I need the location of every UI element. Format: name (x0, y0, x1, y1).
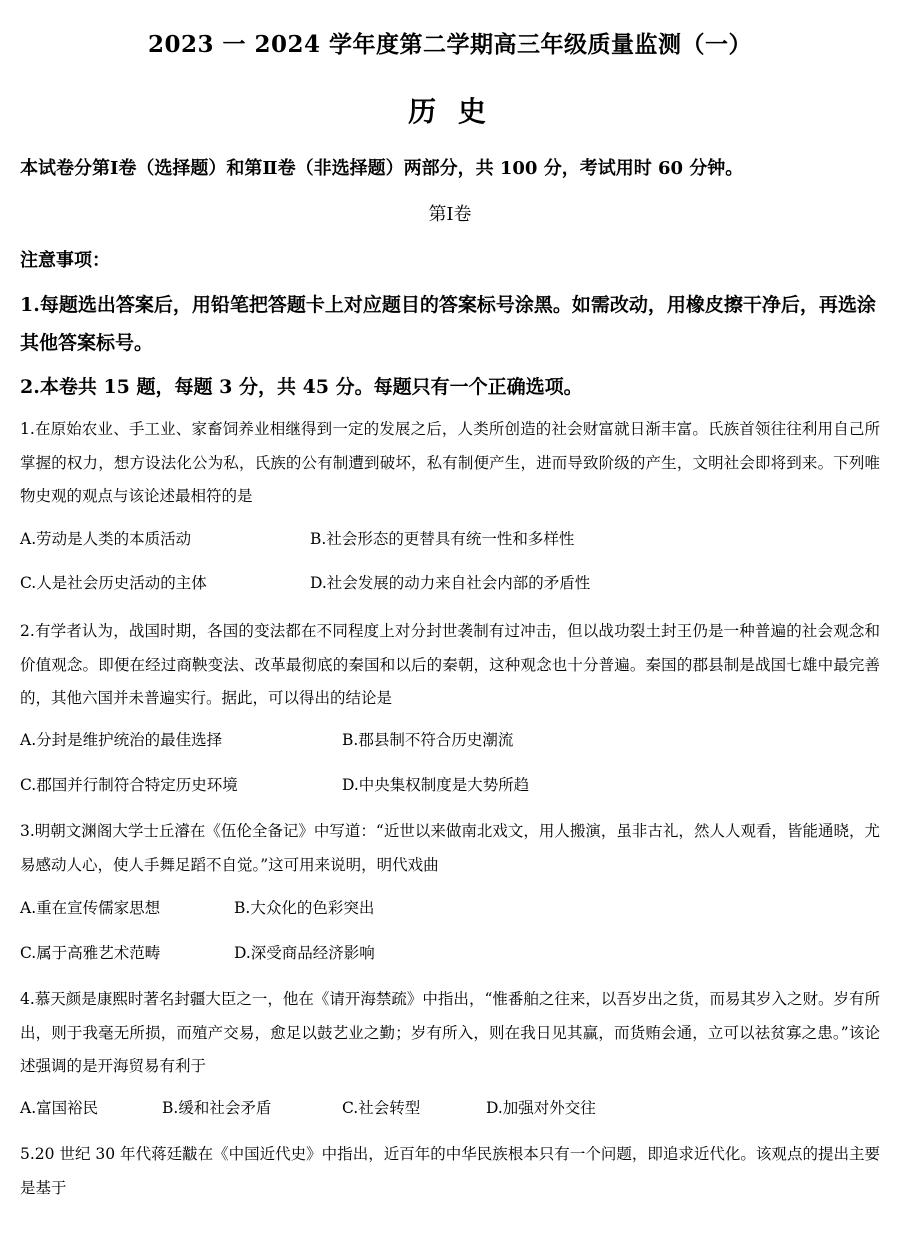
question-stem: 3.明朝文渊阁大学士丘濬在《伍伦全备记》中写道：“近世以来做南北戏文，用人搬演，虽非古礼，然人人观看，皆能通晓，尤易感动人心，使人手舞足蹈不自觉。”这可用来说明，明代戏曲 (20, 822, 880, 874)
exam-title: 2023 一 2024 学年度第二学期高三年级质量监测（一） (147, 31, 753, 58)
option-d: D.深受商品经济影响 (234, 944, 375, 962)
option-d: D.社会发展的动力来自社会内部的矛盾性 (310, 574, 591, 592)
option-b: B.郡县制不符合历史潮流 (342, 731, 514, 749)
exam-intro: 本试卷分第Ⅰ卷（选择题）和第Ⅱ卷（非选择题）两部分，共 100 分，考试用时 60 分钟。 (20, 158, 744, 179)
option-b: B.缓和社会矛盾 (162, 1099, 272, 1117)
notice-item: 2.本卷共 15 题，每题 3 分，共 45 分。每题只有一个正确选项。 (20, 376, 583, 398)
section-label: 第Ⅰ卷 (428, 204, 472, 225)
notice-item: 1.每题选出答案后，用铅笔把答题卡上对应题目的答案标号涂黑。如需改动，用橡皮擦干净后，再选涂其他答案标号。 (20, 294, 876, 354)
option-c: C.郡国并行制符合特定历史环境 (20, 776, 238, 794)
question-stem: 5.20 世纪 30 年代蒋廷黻在《中国近代史》中指出，近百年的中华民族根本只有一个问题，即追求近代化。该观点的提出主要是基于 (20, 1145, 880, 1197)
option-d: D.中央集权制度是大势所趋 (342, 776, 530, 794)
option-d: D.加强对外交往 (486, 1099, 596, 1117)
option-a: A.富国裕民 (20, 1099, 99, 1117)
option-a: A.劳动是人类的本质活动 (20, 530, 192, 548)
option-b: B.大众化的色彩突出 (234, 899, 375, 917)
option-b: B.社会形态的更替具有统一性和多样性 (310, 530, 575, 548)
notice-heading: 注意事项： (20, 250, 110, 271)
option-c: C.人是社会历史活动的主体 (20, 574, 207, 592)
option-c: C.社会转型 (342, 1099, 421, 1117)
subject-title: 历 史 (408, 95, 492, 128)
question-stem: 1.在原始农业、手工业、家畜饲养业相继得到一定的发展之后，人类所创造的社会财富就日渐丰富。氏族首领往往利用自己所掌握的权力，想方设法化公为私，氏族的公有制遭到破坏，私有制便产生，进而导致阶级的产生，文明社会即将到来。下列唯物史观的观点与该论述最相符的是 (20, 420, 880, 505)
option-a: A.分封是维护统治的最佳选择 (20, 731, 223, 749)
question-stem: 2.有学者认为，战国时期，各国的变法都在不同程度上对分封世袭制有过冲击，但以战功裂土封王仍是一种普遍的社会观念和价值观念。即便在经过商鞅变法、改革最彻底的秦国和以后的秦朝，这种观念也十分普遍。秦国的郡县制是战国七雄中最完善的，其他六国并未普遍实行。据此，可以得出的结论是 (20, 622, 880, 707)
option-a: A.重在宣传儒家思想 (20, 899, 161, 917)
option-c: C.属于高雅艺术范畴 (20, 944, 161, 962)
question-stem: 4.慕天颜是康熙时著名封疆大臣之一，他在《请开海禁疏》中指出，“惟番舶之往来，以吾岁出之货，而易其岁入之财。岁有所出，则于我毫无所损，而殖产交易，愈足以鼓艺业之勤；岁有所入，则在我日见其赢，而货贿会通，立可以祛贫寡之患。”该论述强调的是开海贸易有利于 (20, 990, 880, 1075)
